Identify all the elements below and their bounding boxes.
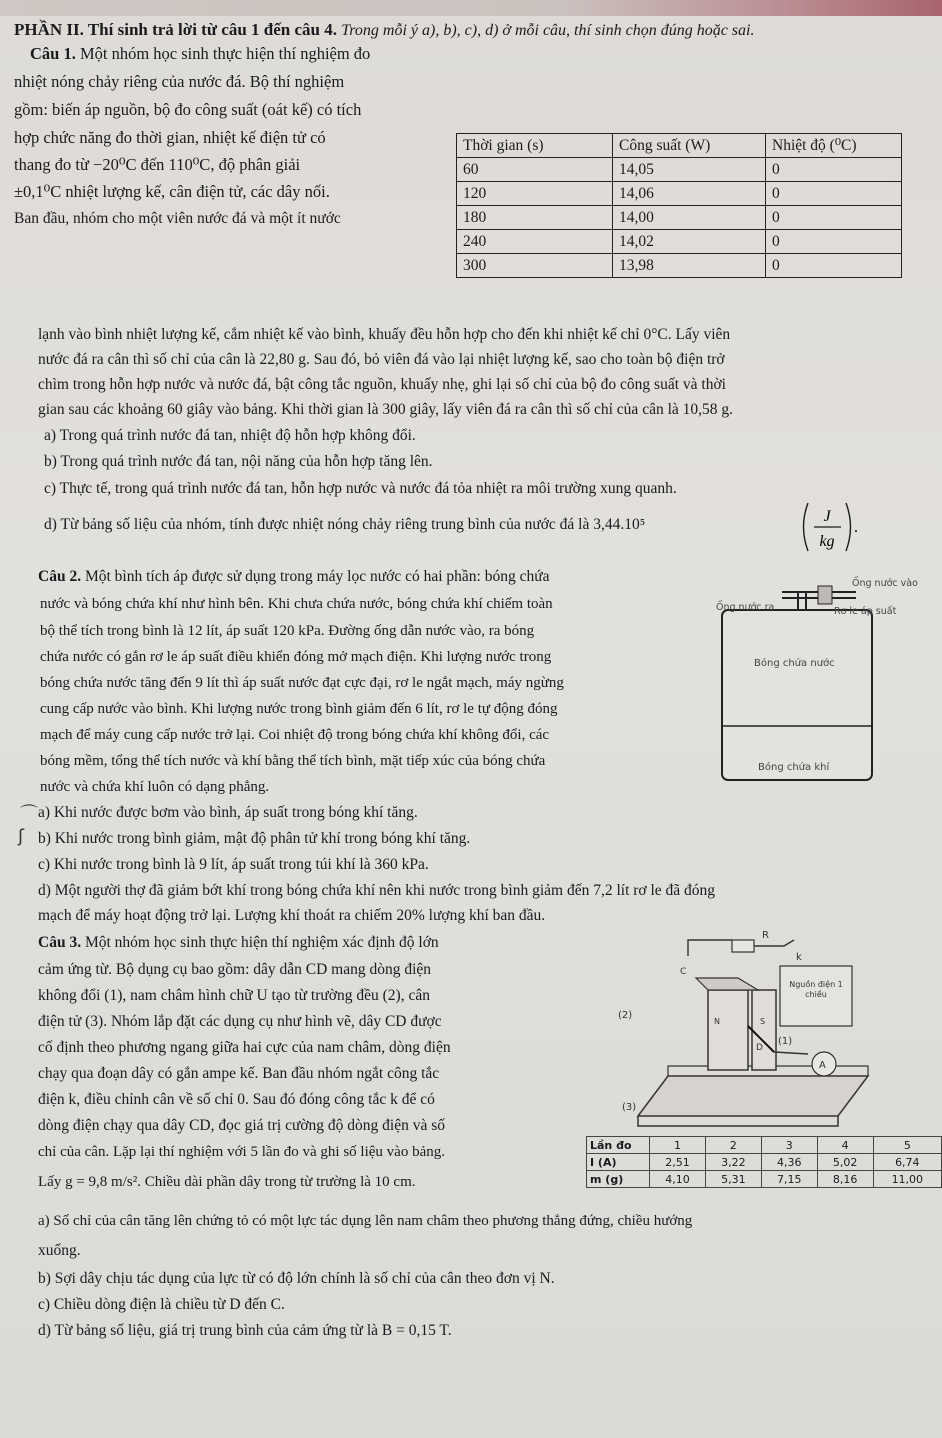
- q2-option-a: a) Khi nước được bơm vào bình, áp suất trong bóng khí tăng.: [38, 804, 418, 821]
- q3-option-a-line-2: xuống.: [38, 1242, 81, 1259]
- q2-line-2: nước và bóng chứa khí như hình bên. Khi chưa chứa nước, bóng chứa khí chiếm toàn: [40, 596, 553, 612]
- handwritten-mark-b: ʃ: [18, 826, 25, 847]
- pressure-tank-diagram: [712, 566, 940, 784]
- q3-line-6: chạy qua đoạn dây có gắn ampe kế. Ban đầu nhóm ngắt công tắc: [38, 1065, 440, 1082]
- q2-line-9: nước và chứa khí luôn có dạng phẳng.: [40, 779, 270, 795]
- q3-option-d: d) Từ bảng số liệu, giá trị trung bình của cảm ứng từ là B = 0,15 T.: [38, 1322, 452, 1339]
- svg-text:.: .: [854, 519, 858, 536]
- q1-line-5: thang đo từ −20⁰C đến 110⁰C, độ phân giải: [14, 155, 301, 174]
- table-cell: 0: [766, 158, 902, 182]
- table-row: [457, 182, 902, 206]
- table-cell: 240: [457, 230, 613, 254]
- switch-label: k: [796, 952, 802, 963]
- q1-line-3: gồm: biến áp nguồn, bộ đo công suất (oát kế) có tích: [14, 100, 362, 119]
- q1-label: Câu 1.: [30, 44, 76, 63]
- table-cell: I (A): [587, 1154, 650, 1171]
- label-3: (3): [622, 1102, 637, 1113]
- q3-line-8: dòng điện chạy qua dây CD, đọc giá trị cường độ dòng điện và số: [38, 1117, 446, 1134]
- table-cell: 14,06: [613, 182, 766, 206]
- q1-line-8: lạnh vào bình nhiệt lượng kế, cắm nhiệt kế vào bình, khuấy đều hỗn hợp cho đến khi nhiệt kế chỉ 0°C. Lấy viên: [38, 326, 731, 343]
- table-cell: 3: [761, 1137, 817, 1154]
- table-cell: 5,31: [705, 1171, 761, 1188]
- q3-line-2: cảm ứng từ. Bộ dụng cụ bao gồm: dây dẫn CD mang dòng điện: [38, 961, 432, 978]
- q3-line-10: Lấy g = 9,8 m/s². Chiều dài phần dây trong từ trường là 10 cm.: [38, 1174, 416, 1190]
- table-row: [587, 1137, 942, 1154]
- table-row: [587, 1154, 942, 1171]
- part-title: PHẦN II. Thí sinh trả lời từ câu 1 đến câu 4.: [14, 20, 337, 39]
- q1-line-4: hợp chức năng đo thời gian, nhiệt kế điện tử có: [14, 128, 326, 147]
- q1-line-9: nước đá ra cân thì số chỉ của cân là 22,80 g. Sau đó, bỏ viên đá vào lại nhiệt lượng kế, sao cho toàn bộ điện trở: [38, 351, 725, 368]
- inlet-label: Ống nước vào: [852, 578, 918, 589]
- q3-line-5: cố định theo phương ngang giữa hai cực của nam châm, dòng điện: [38, 1039, 451, 1056]
- pole-n-label: N: [714, 1017, 720, 1026]
- relay-label: Rơ le áp suất: [834, 606, 897, 617]
- q1-text-1: Một nhóm học sinh thực hiện thí nghiệm đo: [79, 44, 371, 63]
- q3-text-1: Một nhóm học sinh thực hiện thí nghiệm xác định độ lớn: [84, 934, 439, 951]
- q1-line-2: nhiệt nóng chảy riêng của nước đá. Bộ thí nghiệm: [14, 72, 345, 91]
- table-cell: 2,51: [650, 1154, 706, 1171]
- q1-option-d-text: d) Từ bảng số liệu của nhóm, tính được nhiệt nóng chảy riêng trung bình của nước đá là 3,44.10⁵: [44, 516, 646, 533]
- q2-option-d-line-1: d) Một người thợ đã giảm bớt khí trong bóng chứa khí nên khi nước trong bình giảm đến 7,2 lít rơ le đã đóng: [38, 882, 716, 899]
- table-cell: 8,16: [817, 1171, 873, 1188]
- table-cell: 4,10: [650, 1171, 706, 1188]
- resistor-label: R: [762, 930, 769, 941]
- table-row: [457, 230, 902, 254]
- table-cell: 0: [766, 206, 902, 230]
- table-header-row: [457, 134, 902, 158]
- unit-numerator: J: [823, 508, 831, 525]
- q1-option-a: a) Trong quá trình nước đá tan, nhiệt độ hỗn hợp không đổi.: [44, 427, 416, 444]
- q2-option-d-line-2: mạch để máy hoạt động trở lại. Lượng khí thoát ra chiếm 20% lượng khí ban đầu.: [38, 907, 546, 924]
- header-time: Thời gian (s): [457, 134, 613, 158]
- unit-denominator: kg: [819, 533, 835, 550]
- table-cell: 13,98: [613, 254, 766, 278]
- table-cell: 180: [457, 206, 613, 230]
- water-bag-label: Bóng chứa nước: [754, 658, 835, 669]
- q2-line-3: bộ thể tích trong bình là 12 lít, áp suất 120 kPa. Đường ống dẫn nước vào, ra bóng: [40, 623, 535, 639]
- header-power: Công suất (W): [613, 134, 766, 158]
- part-instruction: Trong mỗi ý a), b), c), d) ở mỗi câu, thí sinh chọn đúng hoặc sai.: [341, 22, 755, 39]
- table-cell: 4: [817, 1137, 873, 1154]
- q3-data-table: [586, 1136, 942, 1188]
- q2-line-5: bóng chứa nước tăng đến 9 lít thì áp suất nước đạt cực đại, rơ le ngắt mạch, máy ngừng: [40, 675, 564, 691]
- q3-option-a-line-1: a) Số chỉ của cân tăng lên chứng tỏ có một lực tác dụng lên nam châm theo phương thẳng đứng, chiều hướng: [38, 1213, 693, 1229]
- ammeter-label: A: [819, 1060, 826, 1071]
- q1-option-b: b) Trong quá trình nước đá tan, nội năng của hỗn hợp tăng lên.: [44, 453, 433, 470]
- table-cell: 1: [650, 1137, 706, 1154]
- q3-line-4: điện tử (3). Nhóm lắp đặt các dụng cụ như hình vẽ, dây CD được: [38, 1013, 442, 1030]
- table-cell: m (g): [587, 1171, 650, 1188]
- q1-line-1: [30, 43, 370, 65]
- table-cell: 60: [457, 158, 613, 182]
- table-cell: Lần đo: [587, 1137, 650, 1154]
- q1-data-table: [456, 133, 902, 278]
- table-cell: 14,00: [613, 206, 766, 230]
- table-cell: 5: [873, 1137, 941, 1154]
- table-row: [457, 254, 902, 278]
- table-cell: 300: [457, 254, 613, 278]
- table-cell: 7,15: [761, 1171, 817, 1188]
- table-cell: 14,02: [613, 230, 766, 254]
- q1-line-10: chìm trong hỗn hợp nước và nước đá, bật công tắc nguồn, khuấy nhẹ, ghi lại số chỉ của bộ đo công suất và thời: [38, 376, 726, 393]
- q2-option-b: b) Khi nước trong bình giảm, mật độ phân tử khí trong bóng khí tăng.: [38, 830, 471, 847]
- q2-line-7: mạch để máy cung cấp nước trở lại. Coi nhiệt độ trong bóng chứa khí không đổi, các: [40, 727, 550, 743]
- q3-label: Câu 3.: [38, 934, 82, 951]
- q2-line-1: [38, 566, 549, 588]
- pole-s-label: S: [760, 1017, 766, 1026]
- q2-text-1: Một bình tích áp được sử dụng trong máy lọc nước có hai phần: bóng chứa: [84, 568, 550, 585]
- q2-line-8: bóng mềm, tổng thể tích nước và khí bằng thể tích bình, mặt tiếp xúc của bóng chứa: [40, 753, 546, 769]
- q3-line-1: [38, 932, 439, 954]
- gas-bag-label: Bóng chứa khí: [758, 762, 830, 773]
- outlet-label: Ống nước ra: [716, 602, 775, 613]
- part-header: [14, 19, 754, 42]
- table-row: [587, 1171, 942, 1188]
- header-temperature: Nhiệt độ (⁰C): [766, 134, 902, 158]
- table-cell: 11,00: [873, 1171, 941, 1188]
- table-cell: 0: [766, 254, 902, 278]
- q2-line-4: chứa nước có gắn rơ le áp suất điều khiển đóng mở mạch điện. Khi lượng nước trong: [40, 649, 552, 665]
- q2-label: Câu 2.: [38, 568, 82, 585]
- q2-line-6: cung cấp nước vào bình. Khi lượng nước trong bình giảm đến 6 lít, rơ le tự động đóng: [40, 701, 558, 717]
- q3-line-3: không đổi (1), nam châm hình chữ U tạo từ trường đều (2), cân: [38, 987, 430, 1004]
- q3-line-9: chỉ của cân. Lặp lại thí nghiệm với 5 lần đo và ghi số liệu vào bảng.: [38, 1144, 445, 1160]
- q1-option-d: [44, 514, 645, 536]
- unit-fraction: [798, 500, 858, 554]
- table-cell: 3,22: [705, 1154, 761, 1171]
- table-cell: 14,05: [613, 158, 766, 182]
- table-row: [457, 158, 902, 182]
- q3-option-b: b) Sợi dây chịu tác dụng của lực từ có độ lớn chính là số chỉ của cân theo đơn vị N.: [38, 1270, 555, 1287]
- power-source-label: Nguồn điện 1 chiều: [789, 980, 843, 999]
- q1-option-c: c) Thực tế, trong quá trình nước đá tan, hỗn hợp nước và nước đá tỏa nhiệt ra môi trường xung quanh.: [44, 480, 677, 497]
- handwritten-mark-a: ⌒: [20, 804, 38, 825]
- table-cell: 0: [766, 230, 902, 254]
- point-c-label: C: [680, 967, 687, 977]
- point-d-label: D: [756, 1043, 763, 1053]
- q3-option-c: c) Chiều dòng điện là chiều từ D đến C.: [38, 1296, 285, 1313]
- photo-edge-strip: [0, 0, 942, 16]
- q3-line-7: điện k, điều chỉnh cân về số chỉ 0. Sau đó đóng công tắc k để có: [38, 1091, 435, 1108]
- q1-line-11: gian sau các khoảng 60 giây vào bảng. Khi thời gian là 300 giây, lấy viên đá ra cân thì số chỉ của cân là 10,58 g.: [38, 401, 734, 418]
- label-2: (2): [618, 1010, 633, 1021]
- q1-line-6: ±0,1⁰C nhiệt lượng kế, cân điện tử, các dây nối.: [14, 182, 330, 201]
- magnetic-balance-diagram: [598, 926, 898, 1132]
- table-cell: 4,36: [761, 1154, 817, 1171]
- table-cell: 2: [705, 1137, 761, 1154]
- table-row: [457, 206, 902, 230]
- table-cell: 5,02: [817, 1154, 873, 1171]
- table-cell: 6,74: [873, 1154, 941, 1171]
- table-cell: 0: [766, 182, 902, 206]
- q1-line-7: Ban đầu, nhóm cho một viên nước đá và một ít nước: [14, 210, 341, 227]
- label-1: (1): [778, 1036, 793, 1047]
- table-cell: 120: [457, 182, 613, 206]
- q2-option-c: c) Khi nước trong bình là 9 lít, áp suất trong túi khí là 360 kPa.: [38, 856, 429, 873]
